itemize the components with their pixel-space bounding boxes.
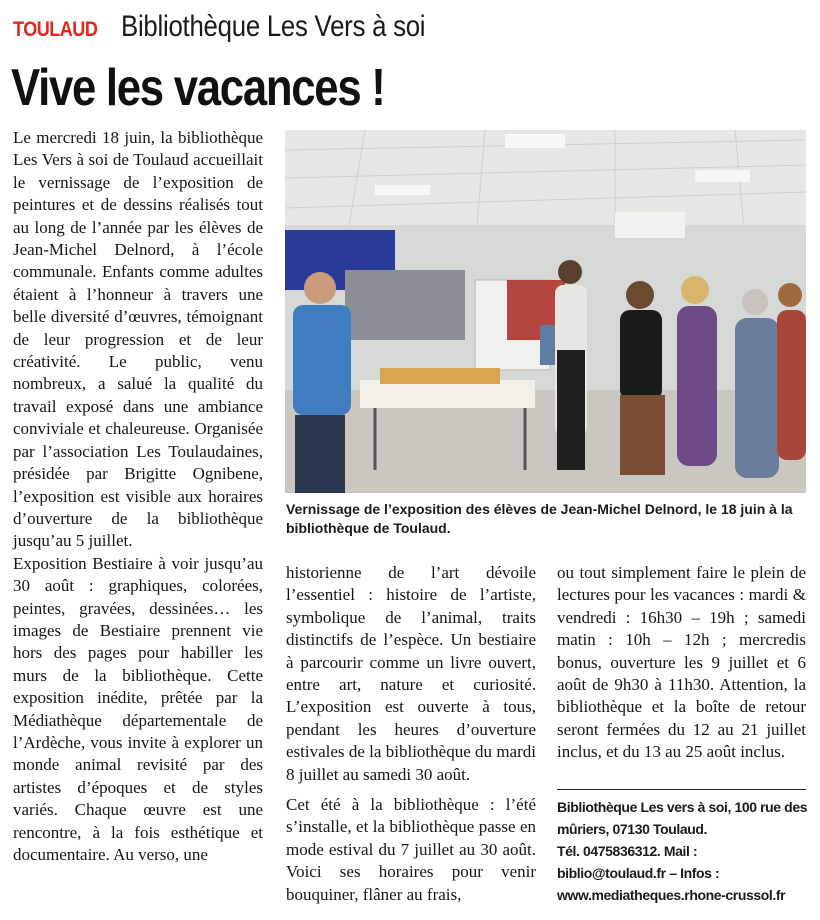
photo-ceiling-light	[505, 134, 565, 148]
paragraph-vernissage: Le mercredi 18 juin, la bibliothèque Les Vers à soi de Toulaud accueillait le vernissage de l’exposition de peintures et de dessins réalisés tout au long de l’année par les élèves de Jean-Michel Delnord, à l’école communale. Enfants comme adultes étaient à l’honneur à travers une belle diversité d’œuvres, témoignant de leur progression et de leur créativité. Le public, venu nombreux, a salué la qualité du travail exposé dans une ambiance conviviale et chaleureuse. Organisée par l’association Les Toulaudaines, présidée par Brigitte Ognibene, l’exposition est visible aux horaires d’ouverture de la bibliothèque jusqu’au 5 juillet.	[13, 128, 263, 551]
rubric-title: Bibliothèque Les Vers à soi	[121, 10, 426, 43]
photo-buffet-table	[360, 380, 535, 408]
photo-ceiling-light	[375, 185, 430, 195]
article-headline: Vive les vacances !	[11, 59, 385, 117]
article-column-2	[286, 562, 536, 906]
library-address: Bibliothèque Les vers à soi, 100 rue des mûriers, 07130 Toulaud.	[557, 799, 808, 837]
photo-air-conditioner	[615, 212, 685, 238]
article-column-3	[557, 562, 806, 764]
photo-buffet-food	[380, 368, 500, 384]
paragraph-bestiaire: Exposition Bestiaire à voir jusqu’au 30 août : graphiques, colorées, peintes, gravées, dessinées… les images de Bestiaire prennent vie hors des pages pour habiller les murs de la bibliothèque. Cette exposition inédite, prêtée par la Médiathèque départementale de l’Ardèche, vous invite à explorer un monde animal revisité par des artistes d’époques et de styles variés. Chaque œuvre est une rencontre, à la fois esthétique et documentaire. Au verso, une	[13, 553, 263, 864]
photo-vernissage	[285, 130, 806, 493]
article-column-1	[13, 127, 263, 866]
paragraph-horaires-suite: ou tout simplement faire le plein de lectures pour les vacances : mardi & vendredi : 16h30 – 19h ; samedi matin : 10h – 12h ; mercredis bonus, ouverture les 9 juillet et 6 août de 9h30 à 11h30. Attention, la bibliothèque et la boîte de retour seront fermées du 12 au 21 juillet inclus, et du 13 au 25 août inclus.	[557, 563, 806, 762]
photo-caption: Vernissage de l’exposition des élèves de Jean-Michel Delnord, le 18 juin à la bibliothèque de Toulaud.	[286, 501, 793, 536]
paragraph-horaires-ete: Cet été à la bibliothèque : l’été s’installe, et la bibliothèque passe en mode estival du 7 juillet au 30 août. Voici ses horaires pour venir bouquiner, flâner au frais,	[286, 795, 536, 904]
photo-bookshelf	[345, 270, 465, 340]
section-kicker	[13, 10, 475, 50]
practical-info-box	[557, 796, 809, 906]
photo-person-man	[293, 272, 351, 493]
library-contact: Tél. 0475836312. Mail : biblio@toulaud.fr – Infos : www.mediatheques.rhone-crussol.fr	[557, 843, 786, 903]
paragraph-bestiaire-suite: historienne de l’art dévoile l’essentiel : histoire de l’artiste, symbolique de l’animal, traits distinctifs de l’espèce. Un bestiaire à parcourir comme un livre ouvert, entre art, nature et curiosité. L’exposition est ouverte à tous, pendant les heures d’ouverture estivales de la bibliothèque du mardi 8 juillet au samedi 30 août.	[286, 563, 536, 784]
photo-ceiling-light	[695, 170, 750, 182]
info-divider	[557, 789, 806, 790]
town-label: TOULAUD	[13, 18, 98, 41]
photo-illustration	[285, 130, 806, 493]
